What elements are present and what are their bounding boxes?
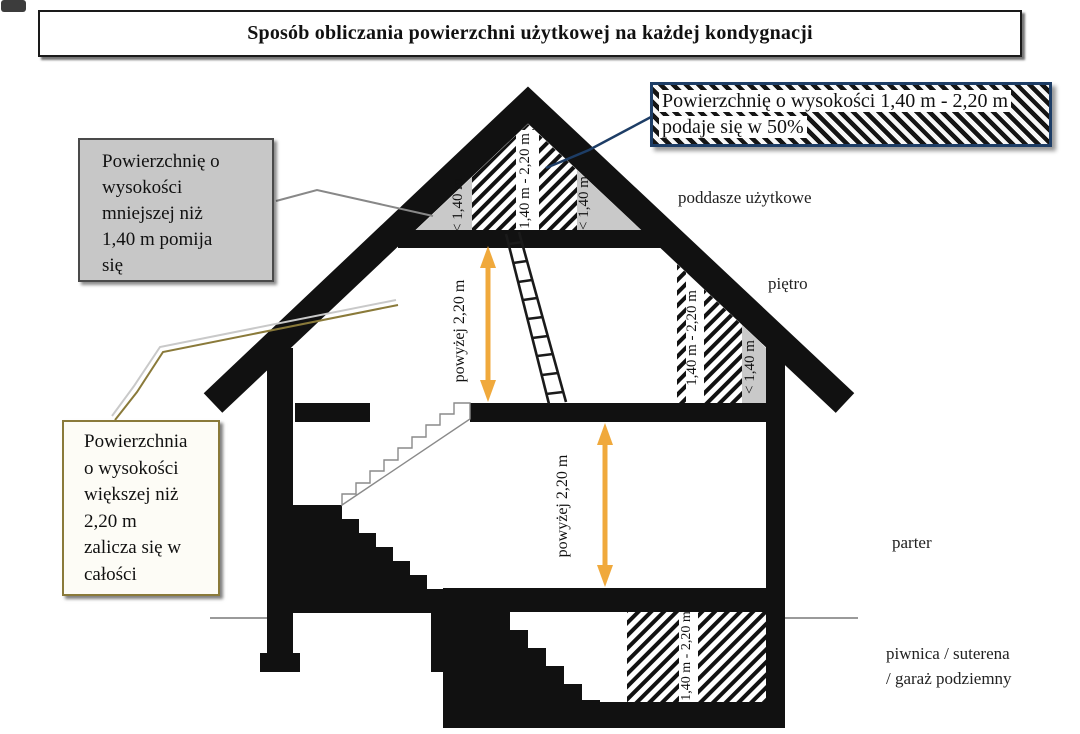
- mid-footing-post: [431, 613, 444, 653]
- floor-label-basement-line2: / garaż podziemny: [886, 669, 1012, 688]
- first-floor-right-height-label: < 1,40 m: [742, 340, 758, 394]
- title-bar: [38, 10, 1022, 57]
- floor-label-basement: [886, 641, 1012, 691]
- highlighted-text: Powierzchnię o wysokości 1,40 m - 2,20 m: [659, 90, 1011, 112]
- basement-ceiling-beam: [443, 588, 785, 612]
- callout-line: Powierzchnia: [84, 431, 188, 452]
- highlighted-text: podaje się w 50%: [659, 116, 807, 138]
- callout-line: się: [102, 255, 124, 276]
- attic-floor-beam: [398, 230, 668, 248]
- ground-floor-arrow-label: powyżej 2,20 m: [554, 454, 571, 558]
- floor-label-first: piętro: [768, 274, 808, 293]
- callout-line: 1,40 m pomija: [102, 229, 213, 250]
- callout-full-above-220: [62, 420, 220, 596]
- basement-half-count-zone: [627, 612, 770, 702]
- corner-artifact: [1, 0, 26, 12]
- first-floor-height-arrow: [480, 246, 496, 402]
- callout-line: [659, 88, 1049, 114]
- first-floor-beam-left: [295, 403, 370, 422]
- callout-line: całości: [84, 563, 137, 585]
- attic-right-height-label: < 1,40 m: [576, 176, 592, 230]
- callout-ignore-below-140: [78, 138, 274, 282]
- right-wall: [766, 345, 785, 728]
- left-wall: [267, 348, 293, 653]
- ground-floor-stair-mass: [293, 505, 443, 613]
- basement-stair-mass: [443, 612, 600, 712]
- floor-label-basement-line1: piwnica / suterena: [886, 644, 1010, 663]
- callout-line: 2,20 m: [84, 510, 137, 532]
- attic-left-height-label: < 1,40 m: [450, 178, 466, 232]
- callout-line: Powierzchnię o: [102, 151, 220, 172]
- callout-line: mniejszej niż: [102, 203, 203, 224]
- first-floor-mid-height-label: 1,40 m - 2,20 m: [684, 290, 700, 386]
- first-floor-arrow-label: powyżej 2,20 m: [451, 279, 468, 383]
- callout-line: zalicza się w: [84, 537, 182, 558]
- floor-label-ground: parter: [892, 533, 932, 552]
- callout-line: wysokości: [102, 177, 183, 198]
- ladder: [506, 232, 566, 404]
- floor-label-attic: poddasze użytkowe: [678, 188, 812, 207]
- first-floor-beam-right: [470, 403, 785, 422]
- callout-line: większej niż: [84, 484, 179, 505]
- page-title: Sposób obliczania powierzchni użytkowej na każdej kondygnacji: [247, 22, 813, 44]
- attic-mid-height-label: 1,40 m - 2,20 m: [517, 133, 533, 229]
- basement-floor-beam: [443, 702, 785, 728]
- basement-height-label: 1,40 m - 2,20 m: [679, 611, 694, 701]
- ground-floor-height-arrow: [597, 423, 613, 587]
- left-wall-footing: [260, 653, 300, 672]
- callout-half-140-220: [650, 82, 1052, 147]
- callout-line: o wysokości: [84, 457, 179, 479]
- callout-line: [659, 114, 1049, 140]
